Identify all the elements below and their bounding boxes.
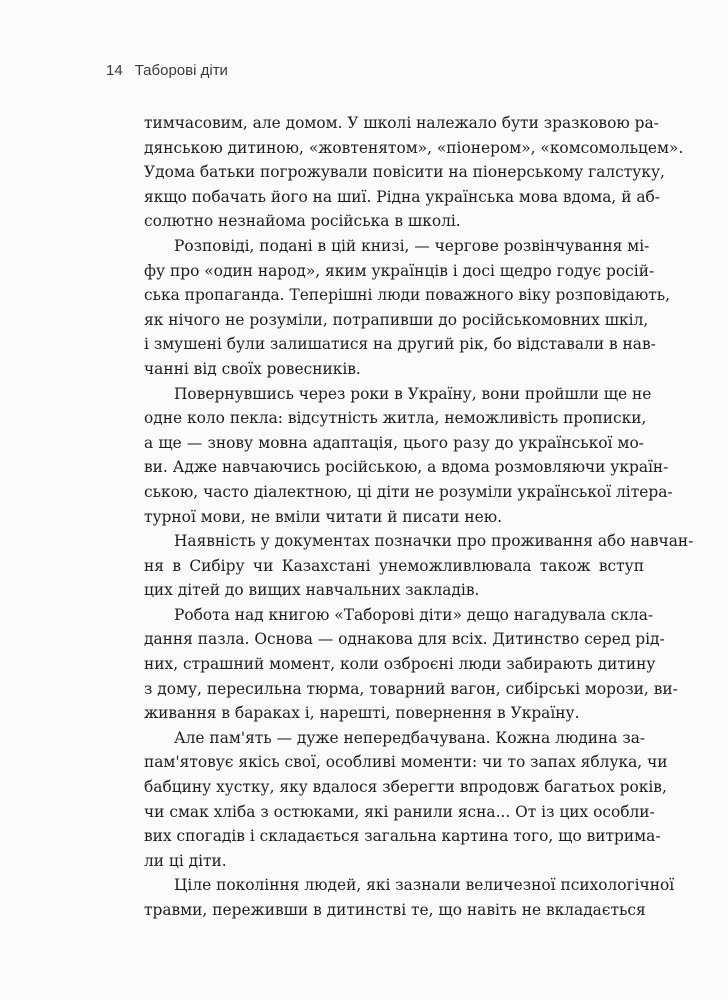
text-line: тимчасовим, але домом. У школі належало бути зразковою ра- — [144, 114, 659, 132]
text-line: ською, часто діалектною, ці діти не розуміли української літера- — [144, 482, 673, 501]
text-line: Повернувшись через роки в Україну, вони пройшли ще не — [174, 384, 652, 403]
running-head — [106, 62, 228, 79]
body-text — [144, 111, 694, 923]
text-line: пам'ятовує якісь свої, особливі моменти: чи то запах яблука, чи — [144, 753, 668, 772]
text-line: них, страшний момент, коли озброєні люди забирають дитину — [144, 655, 656, 674]
text-line: живання в бараках і, нарешті, повернення в Україну. — [144, 704, 580, 723]
book-title: Таборові діти — [134, 62, 228, 79]
text-line: дання пазла. Основа — однакова для всіх. Дитинство серед рід- — [144, 630, 665, 649]
text-line: фу про «один народ», яким українців і досі щедро годує росій- — [144, 261, 655, 280]
text-line: Але пам'ять — дуже непередбачувана. Кожна людина за- — [174, 728, 646, 747]
text-line: як нічого не розуміли, потрапивши до російськомовних шкіл, — [144, 310, 649, 329]
text-line: чанні від своїх ровесників. — [144, 359, 361, 378]
text-line: Удома батьки погрожували повісити на піонерському галстуку, — [144, 163, 665, 182]
text-line: чи смак хліба з остюками, які ранили ясна... От із цих особли- — [144, 802, 655, 821]
text-line: ли ці діти. — [144, 851, 227, 870]
text-line: вих спогадів і складається загальна картина того, що витрима- — [144, 827, 661, 846]
text-line: ня в Сибіру чи Казахстані унеможливлювала також вступ — [144, 556, 644, 575]
text-line: ви. Адже навчаючись російською, а вдома розмовляючи україн- — [144, 458, 669, 477]
text-line: одне коло пекла: відсутність житла, неможливість прописки, — [144, 409, 647, 428]
page-number: 14 — [106, 62, 123, 79]
text-line: Розповіді, подані в цій книзі, — чергове розвінчування мі- — [174, 236, 650, 255]
text-line: травми, переживши в дитинстві те, що навіть не вкладається — [144, 901, 646, 919]
text-line: Наявність у документах позначки про проживання або навчан- — [174, 532, 694, 551]
text-line: а ще — знову мовна адаптація, цього разу до української мо- — [144, 433, 644, 452]
text-line: дянською дитиною, «жовтенятом», «піонером», «комсомольцем». — [144, 138, 684, 157]
text-line: і змушені були залишатися на другий рік, бо відставали в нав- — [144, 335, 656, 354]
text-line: солютно незнайома російська в школі. — [144, 212, 461, 231]
text-line: Ціле покоління людей, які зазнали величезної психологічної — [174, 876, 675, 895]
text-line: бабцину хустку, яку вдалося зберегти впродовж багатьох років, — [144, 778, 667, 797]
text-line: цих дітей до вищих навчальних закладів. — [144, 581, 480, 600]
text-line: з дому, пересильна тюрма, товарний вагон, сибірські морози, ви- — [144, 679, 678, 698]
text-line: ська пропаганда. Теперішні люди поважного віку розповідають, — [144, 286, 671, 305]
text-line: Робота над книгою «Таборові діти» дещо нагадувала скла- — [174, 605, 654, 624]
text-line: якщо побачать його на шиї. Рідна українська мова вдома, й аб- — [144, 187, 660, 206]
text-line: турної мови, не вміли читати й писати нею. — [144, 507, 503, 526]
